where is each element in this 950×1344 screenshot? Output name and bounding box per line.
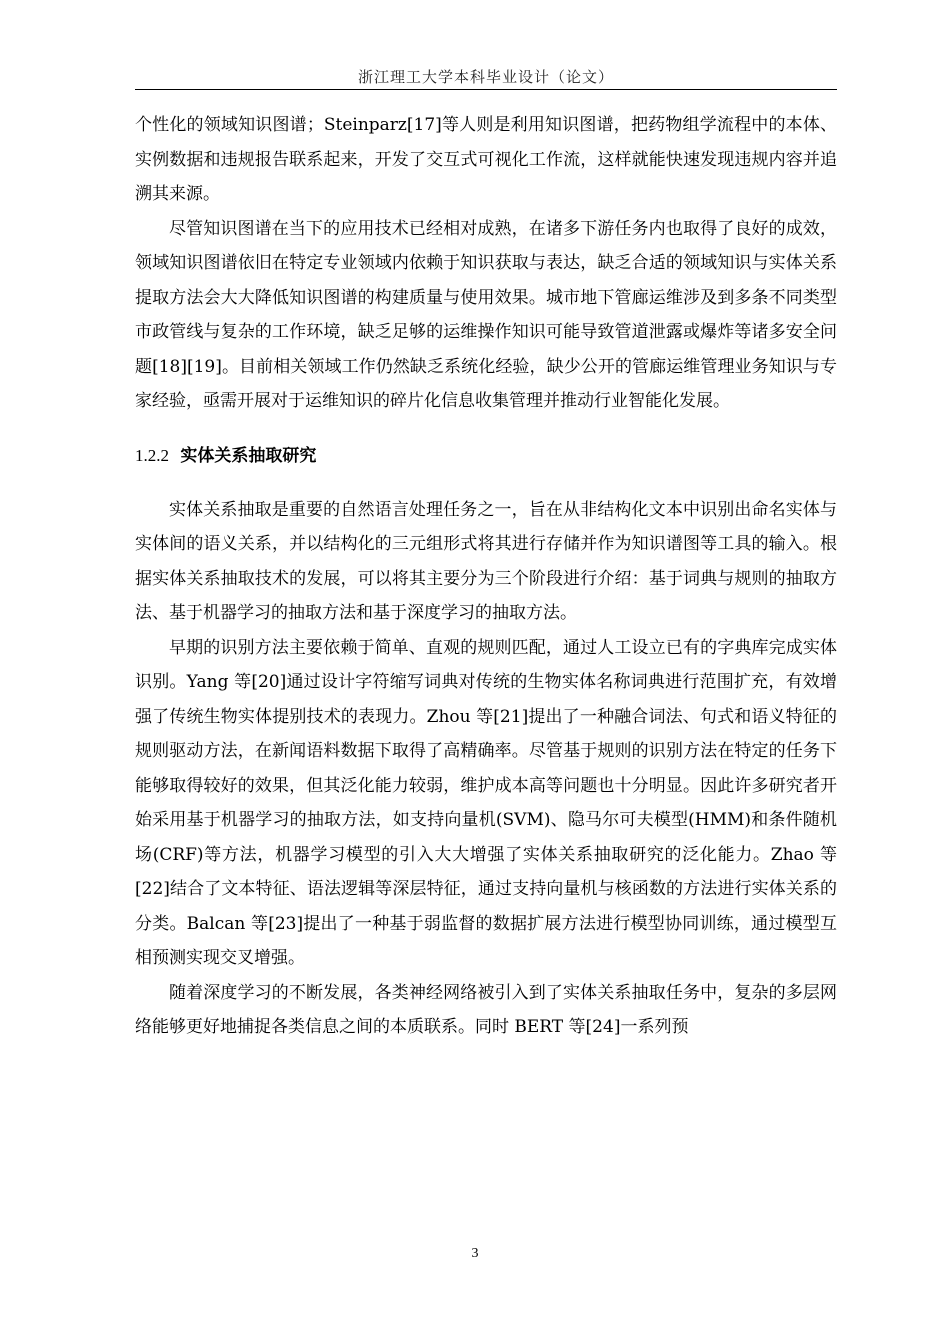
paragraph: 早期的识别方法主要依赖于简单、直观的规则匹配，通过人工设立已有的字典库完成实体识别。Yang 等[20]通过设计字符缩写词典对传统的生物实体名称词典进行范围扩充，有效增强了传统生物实体提别技术的表现力。Zhou 等[21]提出了一种融合词法、句式和语义特征的规则驱动方法，在新闻语料数据下取得了高精确率。尽管基于规则的识别方法在特定的任务下能够取得较好的效果，但其泛化能力较弱，维护成本高等问题也十分明显。因此许多研究者开始采用基于机器学习的抽取方法，如支持向量机(SVM)、隐马尔可夫模型(HMM)和条件随机场(CRF)等方法，机器学习模型的引入大大增强了实体关系抽取研究的泛化能力。Zhao 等[22]结合了文本特征、语法逻辑等深层特征，通过支持向量机与核函数的方法进行实体关系的分类。Balcan 等[23]提出了一种基于弱监督的数据扩展方法进行模型协同训练，通过模型互相预测实现交叉增强。 — [135, 637, 837, 968]
section-number: 1.2.2 — [135, 445, 169, 465]
page-number: 3 — [471, 1246, 479, 1261]
paragraph: 随着深度学习的不断发展，各类神经网络被引入到了实体关系抽取任务中，复杂的多层网络能够更好地捕捉各类信息之间的本质联系。同时 BERT 等[24]一系列预 — [135, 982, 837, 1037]
section-title: 实体关系抽取研究 — [180, 445, 317, 466]
running-header: 浙江理工大学本科毕业设计（论文） — [357, 68, 614, 86]
header-rule — [135, 89, 837, 90]
paragraph-continuation: 个性化的领域知识图谱；Steinparz[17]等人则是利用知识图谱，把药物组学流程中的本体、实例数据和违规报告联系起来，开发了交互式可视化工作流，这样就能快速发现违规内容并追溯其来源。 — [135, 115, 837, 204]
body-text — [135, 108, 837, 1045]
paragraph: 尽管知识图谱在当下的应用技术已经相对成熟，在诸多下游任务内也取得了良好的成效，领域知识图谱依旧在特定专业领域内依赖于知识获取与表达，缺乏合适的领域知识与实体关系提取方法会大大降低知识图谱的构建质量与使用效果。城市地下管廊运维涉及到多条不同类型市政管线与复杂的工作环境，缺乏足够的运维操作知识可能导致管道泄露或爆炸等诸多安全问题[18][19]。目前相关领域工作仍然缺乏系统化经验，缺少公开的管廊运维管理业务知识与专家经验，亟需开展对于运维知识的碎片化信息收集管理并推动行业智能化发展。 — [135, 218, 837, 411]
paragraph: 实体关系抽取是重要的自然语言处理任务之一，旨在从非结构化文本中识别出命名实体与实体间的语义关系，并以结构化的三元组形式将其进行存储并作为知识谱图等工具的输入。根据实体关系抽取技术的发展，可以将其主要分为三个阶段进行介绍：基于词典与规则的抽取方法、基于机器学习的抽取方法和基于深度学习的抽取方法。 — [135, 499, 837, 623]
section-heading — [135, 439, 837, 473]
